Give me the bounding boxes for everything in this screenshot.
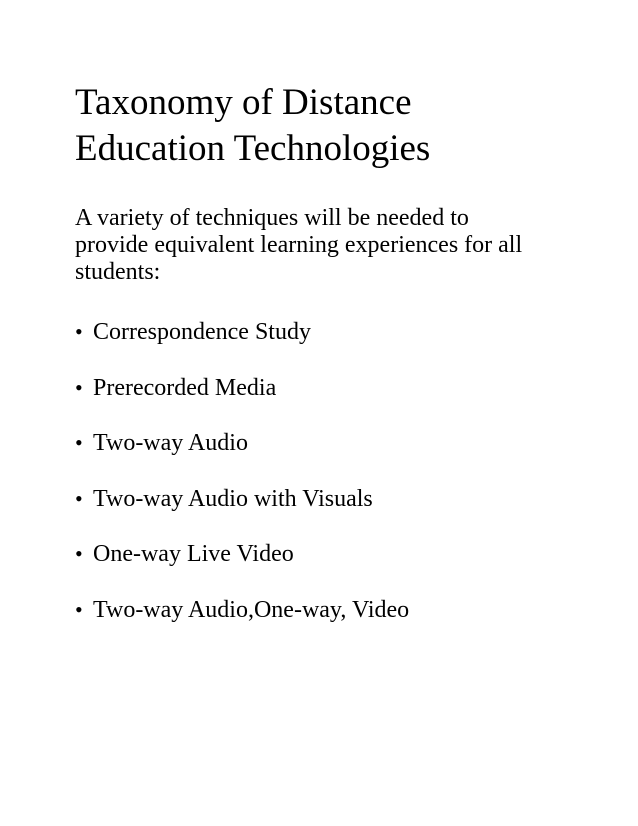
bullet-icon: • (75, 319, 83, 344)
list-item (75, 596, 409, 624)
slide-title-line: Education Technologies (75, 128, 431, 169)
list-item (75, 540, 294, 568)
list-item-text: One-way Live Video (93, 541, 294, 567)
list-item (75, 318, 311, 346)
bullet-icon: • (75, 486, 83, 511)
slide-title-line: Taxonomy of Distance (75, 82, 412, 123)
list-item-text: Correspondence Study (93, 319, 311, 345)
bullet-icon: • (75, 597, 83, 622)
list-item (75, 485, 373, 513)
list-item (75, 374, 276, 402)
list-item (75, 429, 248, 457)
bullet-icon: • (75, 430, 83, 455)
intro-line: provide equivalent learning experiences for all (75, 232, 523, 258)
list-item-text: Two-way Audio,One-way, Video (93, 597, 410, 623)
slide-title (75, 80, 595, 172)
list-item-text: Prerecorded Media (93, 375, 277, 401)
intro-line: A variety of techniques will be needed to (75, 205, 469, 231)
list-item-text: Two-way Audio with Visuals (93, 486, 373, 512)
list-item-text: Two-way Audio (93, 430, 248, 456)
intro-line: students: (75, 259, 161, 285)
intro-paragraph (75, 205, 605, 286)
bullet-icon: • (75, 375, 83, 400)
bullet-icon: • (75, 541, 83, 566)
